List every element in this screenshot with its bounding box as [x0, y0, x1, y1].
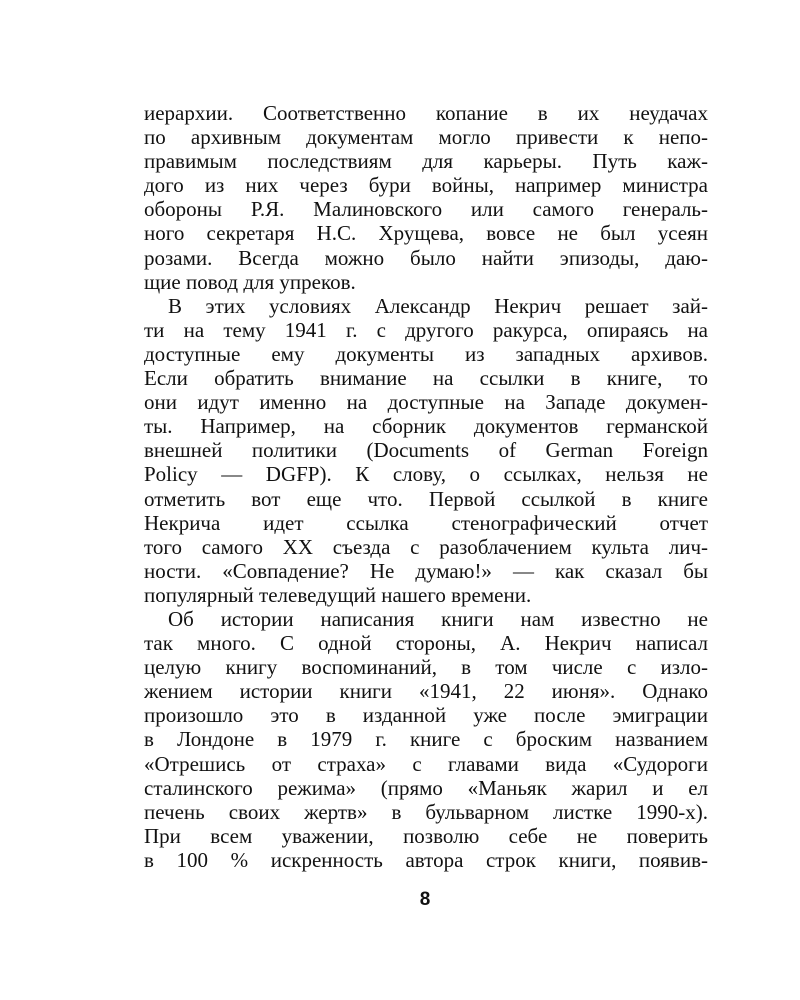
page-number: 8 [419, 889, 431, 910]
text-line: «Отрешись от страха» с главами вида «Судороги [144, 751, 708, 776]
text-line: целую книгу воспоминаний, в том числе с изло- [144, 655, 708, 680]
text-line: печень своих жертв» в бульварном листке 1990-х). [144, 799, 708, 824]
text-line: правимым последствиям для карьеры. Путь каж- [144, 149, 708, 174]
text-line: отметить вот еще что. Первой ссылкой в книге [144, 486, 708, 511]
text-line: При всем уважении, позволю себе не поверить [144, 823, 708, 848]
paragraph-start-line: Об истории написания книги нам известно не [168, 606, 708, 631]
text-line: в 100 % искренность автора строк книги, появив- [144, 847, 708, 872]
text-line: они идут именно на доступные на Западе докумен- [144, 390, 708, 415]
text-line: ти на тему 1941 г. с другого ракурса, опираясь на [144, 317, 708, 342]
text-line: так много. С одной стороны, А. Некрич написал [144, 631, 708, 656]
text-line: сталинского режима» (прямо «Маньяк жарил и ел [144, 775, 708, 800]
text-line: Некрича идет ссылка стенографический отчет [144, 510, 708, 535]
text-line: того самого XX съезда с разоблачением культа лич- [144, 534, 708, 559]
body-text [144, 101, 708, 872]
paragraph-start-line: В этих условиях Александр Некрич решает зай- [168, 293, 708, 318]
text-line: доступные ему документы из западных архивов. [144, 341, 708, 366]
text-line: по архивным документам могло привести к непо- [144, 125, 708, 150]
text-line: Если обратить внимание на ссылки в книге, то [144, 366, 708, 391]
text-line: жением истории книги «1941, 22 июня». Однако [144, 679, 708, 704]
text-line: Policy — DGFP). К слову, о ссылках, нельзя не [144, 462, 708, 487]
text-line: розами. Всегда можно было найти эпизоды, даю- [144, 245, 708, 270]
text-line: ты. Например, на сборник документов германской [144, 414, 708, 439]
text-line: ного секретаря Н.С. Хрущева, вовсе не был усеян [144, 221, 708, 246]
text-line: ности. «Совпадение? Не думаю!» — как сказал бы [144, 558, 708, 583]
text-line: дого из них через бури войны, например министра [144, 173, 708, 198]
text-line: иерархии. Соответственно копание в их неудачах [144, 101, 708, 125]
text-line: обороны Р.Я. Малиновского или самого генераль- [144, 197, 708, 222]
text-line: внешней политики (Documents of German Foreign [144, 438, 708, 463]
text-line: популярный телеведущий нашего времени. [144, 582, 532, 607]
text-line: произошло это в изданной уже после эмиграции [144, 703, 708, 728]
text-line: щие повод для упреков. [144, 269, 356, 294]
text-line: в Лондоне в 1979 г. книге с броским названием [144, 727, 708, 752]
